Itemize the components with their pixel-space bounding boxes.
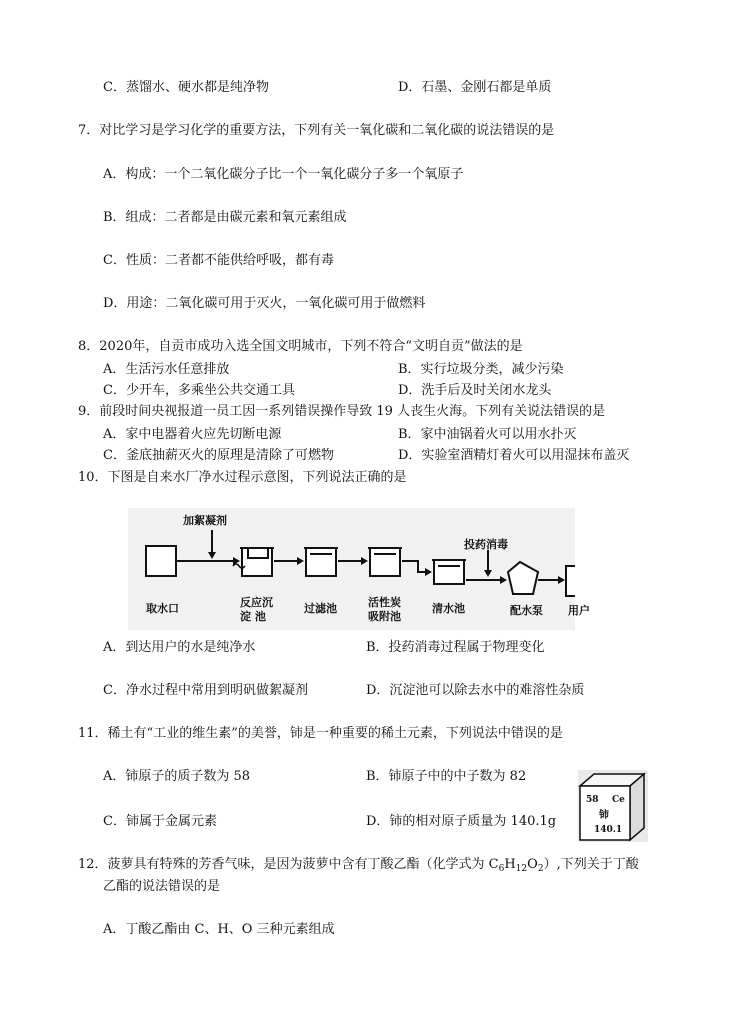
formula-h: H xyxy=(504,857,516,872)
diagram-label-filter: 过滤池 xyxy=(304,602,337,615)
q6-option-d: D．石墨、金刚石都是单质 xyxy=(398,80,552,95)
filter-tank xyxy=(306,548,336,576)
formula-sub-o: 2 xyxy=(537,864,544,874)
q12-option-a: A．丁酸乙酯由 C、H、O 三种元素组成 xyxy=(103,922,335,937)
q7-option-c: C．性质：二者都不能供给呼吸，都有毒 xyxy=(103,253,334,268)
q11-option-b: B．铈原子中的中子数为 82 xyxy=(366,769,527,784)
water-treatment-diagram xyxy=(128,508,590,630)
q9-option-a: A．家中电器着火应先切断电源 xyxy=(103,427,282,442)
q12-stem xyxy=(78,856,639,875)
arrow-reaction-to-filter-head xyxy=(297,557,304,565)
formula-sub-h: 12 xyxy=(515,864,528,874)
user-box xyxy=(566,566,575,596)
q10-stem: 10．下图是自来水厂净水过程示意图，下列说法正确的是 xyxy=(78,470,407,485)
intake-box xyxy=(146,546,176,576)
arrow-filter-to-carbon-head xyxy=(361,557,368,565)
atomic-mass: 140.1 xyxy=(594,825,623,835)
arrow-pump-to-user-head xyxy=(558,576,565,584)
formula-o: O xyxy=(527,857,538,872)
diagram-label-pump: 配水泵 xyxy=(510,604,543,617)
q10-option-b: B．投药消毒过程属于物理变化 xyxy=(366,640,545,655)
q12-stem-line2: 乙酯的说法错误的是 xyxy=(103,879,221,894)
arrow-carbon-to-clear xyxy=(402,561,426,572)
q12-stem-part1: 12．菠萝具有特殊的芳香气味，是因为菠萝中含有丁酸乙酯（化学式为 C xyxy=(78,857,499,872)
q11-option-a: A．铈原子的质子数为 58 xyxy=(103,769,251,784)
q11-option-c: C．铈属于金属元素 xyxy=(103,814,217,829)
diagram-label-add-coagulant: 加絮凝剂 xyxy=(183,514,227,527)
diagram-label-add-disinfectant: 投药消毒 xyxy=(464,538,508,551)
diagram-label-carbon-line2: 吸附池 xyxy=(368,610,401,623)
q8-stem: 8．2020年，自贡市成功入选全国文明城市，下列不符合“文明自贡”做法的是 xyxy=(78,339,523,354)
diagram-label-intake: 取水口 xyxy=(146,602,179,615)
q7-stem: 7．对比学习是学习化学的重要方法，下列有关一氧化碳和二氧化碳的说法错误的是 xyxy=(78,123,555,138)
q9-option-b: B．家中油锅着火可以用水扑灭 xyxy=(398,427,577,442)
q8-option-a: A．生活污水任意排放 xyxy=(103,362,230,377)
q12-stem-part2: ）,下列关于丁酸 xyxy=(543,857,639,872)
q7-option-d: D．用途：二氧化碳可用于灭火，一氧化碳可用于做燃料 xyxy=(103,296,426,311)
q9-option-c: C．釜底抽薪灭火的原理是清除了可燃物 xyxy=(103,448,334,463)
q11-stem: 11．稀土有“工业的维生素”的美誉，铈是一种重要的稀土元素，下列说法中错误的是 xyxy=(78,726,563,741)
carbon-tank xyxy=(370,548,400,576)
q10-option-d: D．沉淀池可以除去水中的难溶性杂质 xyxy=(366,683,585,698)
q8-option-c: C．少开车，多乘坐公共交通工具 xyxy=(103,383,295,398)
q9-stem: 9．前段时间央视报道一员工因一系列错误操作导致 19 人丧生火海。下列有关说法错误的是 xyxy=(78,404,606,419)
formula-sub-c: 6 xyxy=(498,864,505,874)
arrow-clear-to-pump-head xyxy=(500,576,507,584)
q8-option-b: B．实行垃圾分类，减少污染 xyxy=(398,362,564,377)
diagram-label-clear-water: 清水池 xyxy=(432,602,465,615)
q7-option-b: B．组成：二者都是由碳元素和氧元素组成 xyxy=(103,210,347,225)
q10-option-a: A．到达用户的水是纯净水 xyxy=(103,640,256,655)
arrow-carbon-to-clear-head xyxy=(425,568,432,576)
disinfect-arrow-head xyxy=(484,570,492,577)
coagulant-arrow-head xyxy=(208,552,216,559)
q6-option-c: C．蒸馏水、硬水都是纯净物 xyxy=(103,80,269,95)
q7-option-a: A．构成：一个二氧化碳分子比一个一氧化碳分子多一个氧原子 xyxy=(103,167,464,182)
q10-option-c: C．净水过程中常用到明矾做絮凝剂 xyxy=(103,683,308,698)
element-name: 铈 xyxy=(599,810,609,821)
atomic-number: 58 xyxy=(586,795,599,805)
q9-option-d: D．实验室酒精灯着火可以用湿抹布盖灭 xyxy=(398,448,630,463)
cerium-element-tile xyxy=(578,770,648,842)
diagram-label-reaction-line1: 反应沉 xyxy=(240,596,273,609)
diagram-label-carbon-line1: 活性炭 xyxy=(368,596,401,609)
q11-option-d: D．铈的相对原子质量为 140.1g xyxy=(366,814,557,829)
diagram-label-reaction-line2: 淀 池 xyxy=(240,610,266,623)
clear-water-tank xyxy=(434,560,464,584)
diagram-label-user: 用户 xyxy=(568,604,590,617)
q8-option-d: D．洗手后及时关闭水龙头 xyxy=(398,383,552,398)
pump-housing xyxy=(508,562,538,594)
element-symbol: Ce xyxy=(612,795,625,805)
